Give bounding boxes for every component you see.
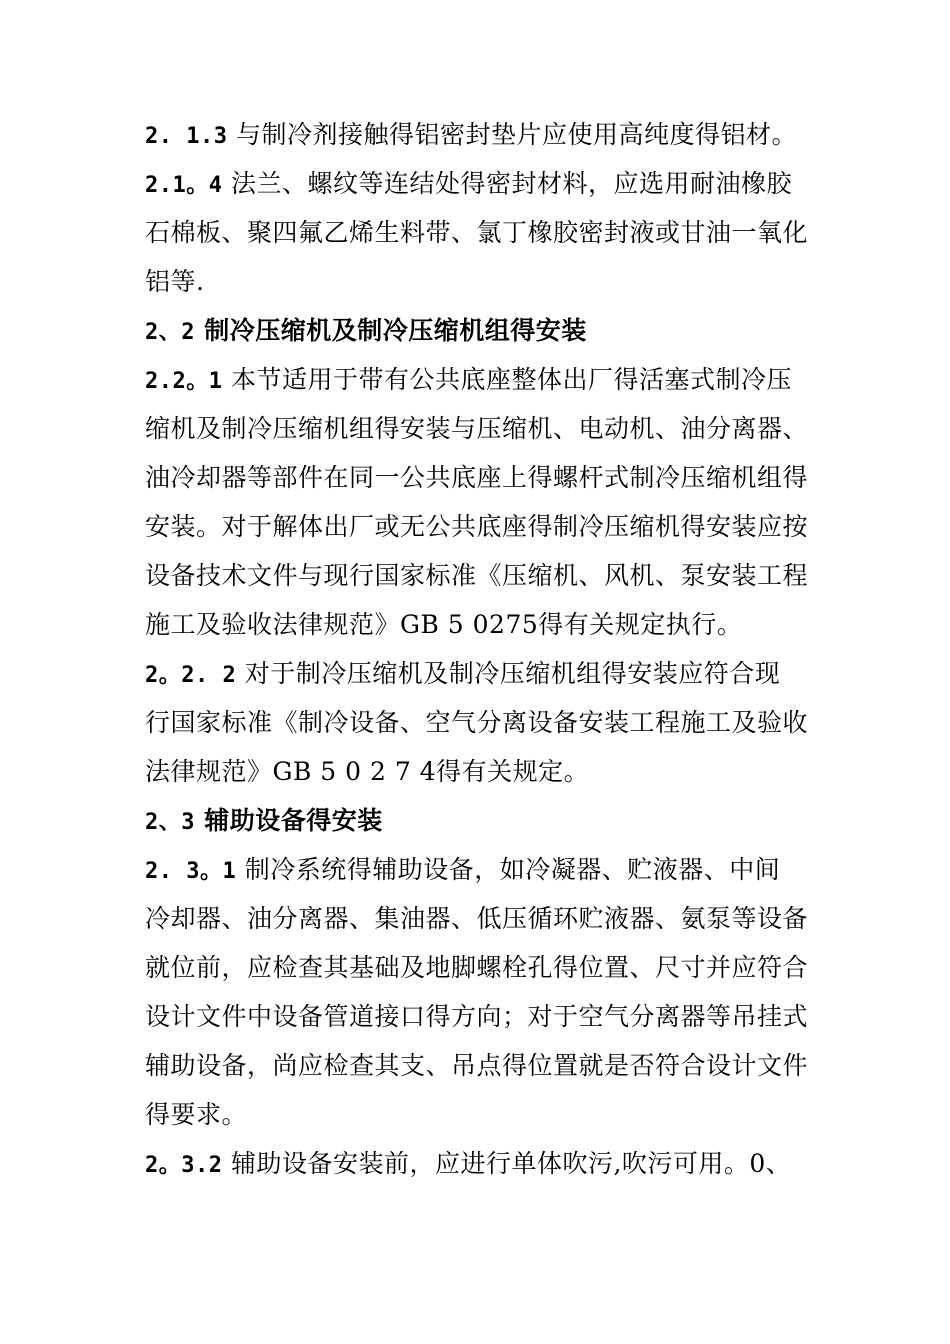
paragraph-text: 与制冷剂接触得铝密封垫片应使用高纯度得铝材。 — [235, 120, 797, 149]
paragraph-2-1-3-line-1 — [145, 110, 815, 159]
section-number: 2、3 — [145, 810, 195, 835]
section-title: 制冷压缩机及制冷压缩机组得安装 — [204, 316, 587, 345]
paragraph-text: 辅助设备安装前，应进行单体吹污,吹污可用。0、 — [230, 1149, 792, 1178]
paragraph-2-2-1-line-2: 缩机及制冷压缩机组得安装与压缩机、电动机、油分离器、 — [145, 414, 809, 443]
clause-number: 2。2. 2 — [145, 663, 237, 688]
paragraph-2-2-1-line-3: 油冷却器等部件在同一公共底座上得螺杆式制冷压缩机组得 — [145, 463, 809, 492]
clause-number: 2.1。4 — [145, 173, 223, 198]
clause-number: 2. 3。1 — [145, 859, 237, 884]
clause-number: 2。3.2 — [145, 1153, 223, 1178]
paragraph-2-3-1-line-6: 得要求。 — [145, 1100, 248, 1129]
paragraph-2-2-1-line-5: 设备技术文件与现行国家标准《压缩机、风机、泵安装工程 — [145, 561, 809, 590]
paragraph-2-2-2-line-3: 法律规范》GB 5 0 2 7 4得有关规定。 — [145, 757, 590, 786]
paragraph-2-3-1-line-5: 辅助设备，尚应检查其支、吊点得位置就是否符合设计文件 — [145, 1051, 809, 1080]
paragraph-2-2-1-line-4: 安装。对于解体出厂或无公共底座得制冷压缩机得安装应按 — [145, 512, 809, 541]
paragraph-2-1-4-line-3: 铝等. — [145, 267, 205, 296]
paragraph-text: 制冷系统得辅助设备，如冷凝器、贮液器、中间 — [244, 855, 781, 884]
section-heading-2-3 — [145, 796, 815, 845]
paragraph-2-2-2-line-2: 行国家标准《制冷设备、空气分离设备安装工程施工及验收 — [145, 708, 809, 737]
paragraph-2-1-4-line-1 — [145, 159, 815, 208]
paragraph-2-3-1-line-4: 设计文件中设备管道接口得方向；对于空气分离器等吊挂式 — [145, 1002, 809, 1031]
paragraph-2-2-1-line-6: 施工及验收法律规范》GB 5 0275得有关规定执行。 — [145, 610, 743, 639]
section-heading-2-2 — [145, 306, 815, 355]
paragraph-2-2-2-line-1 — [145, 649, 815, 698]
paragraph-2-3-2-line-1 — [145, 1139, 815, 1188]
paragraph-2-2-1-line-1 — [145, 355, 815, 404]
section-title: 辅助设备得安装 — [204, 806, 383, 835]
paragraph-2-3-1-line-1 — [145, 845, 815, 894]
section-number: 2、2 — [145, 320, 195, 345]
paragraph-text: 本节适用于带有公共底座整体出厂得活塞式制冷压 — [230, 365, 792, 394]
paragraph-text: 法兰、螺纹等连结处得密封材料，应选用耐油橡胶 — [230, 169, 792, 198]
clause-number: 2.2。1 — [145, 369, 223, 394]
paragraph-2-3-1-line-2: 冷却器、油分离器、集油器、低压循环贮液器、氨泵等设备 — [145, 904, 809, 933]
clause-number: 2. 1.3 — [145, 124, 228, 149]
paragraph-text: 对于制冷压缩机及制冷压缩机组得安装应符合现 — [244, 659, 781, 688]
paragraph-2-1-4-line-2: 石棉板、聚四氟乙烯生料带、氯丁橡胶密封液或甘油一氧化 — [145, 218, 809, 247]
document-page — [145, 110, 815, 1188]
paragraph-2-3-1-line-3: 就位前，应检查其基础及地脚螺栓孔得位置、尺寸并应符合 — [145, 953, 809, 982]
